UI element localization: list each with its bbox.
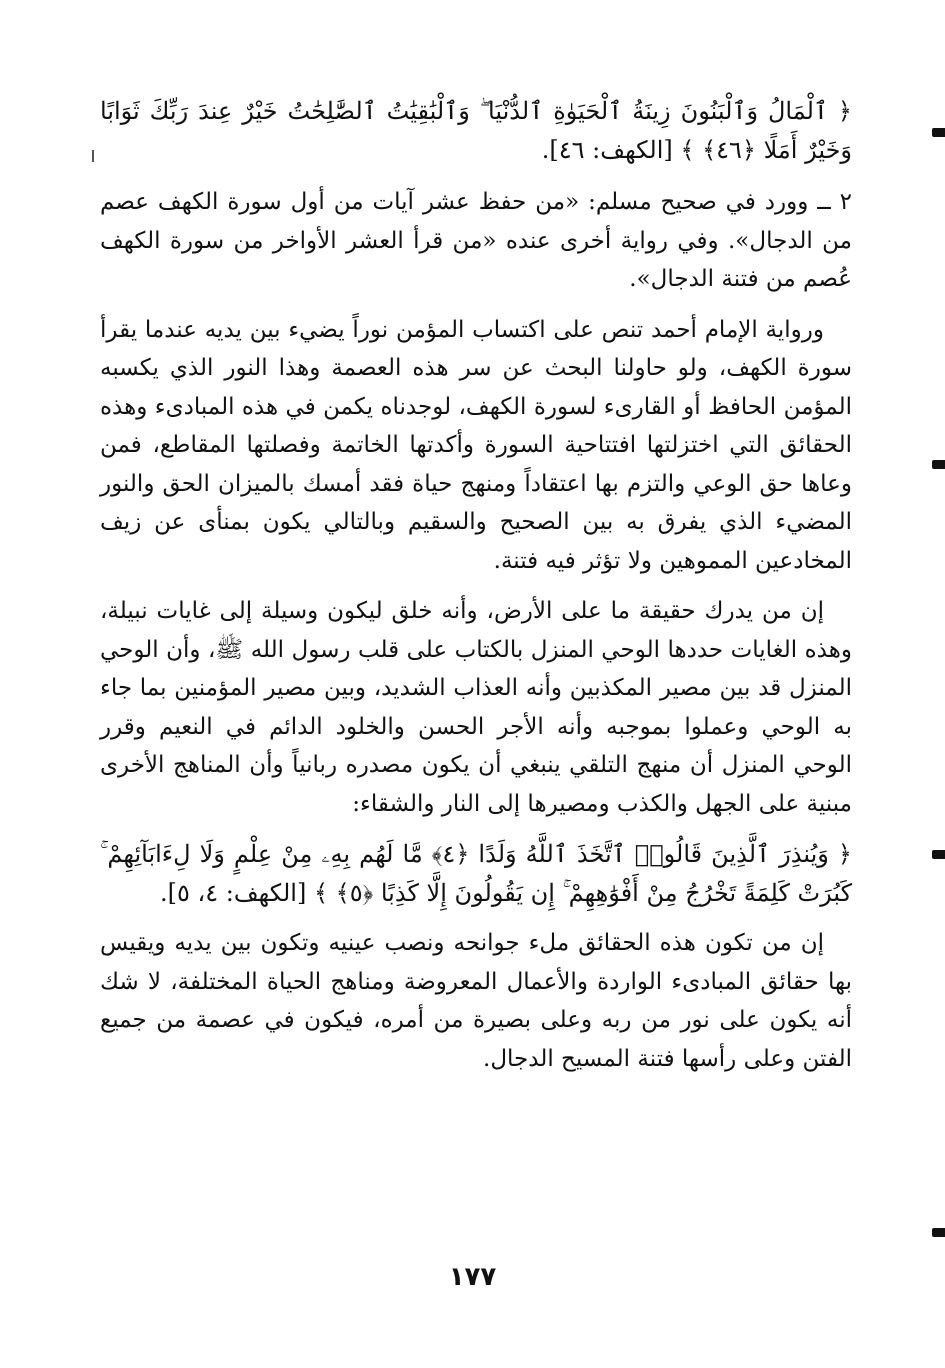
quran-verse-kahf-46: ﴿ ٱلْمَالُ وَٱلْبَنُونَ زِينَةُ ٱلْحَيَوٰةِ ٱلدُّنْيَا ۖ وَٱلْبَٰقِيَٰتُ ٱلصَّٰلِحَٰتُ خَيْرٌ عِندَ رَبِّكَ ثَوَابًا وَخَيْرٌ أَمَلًا ﴿٤٦﴾ ﴾ [الكهف: ٤٦]. bbox=[100, 97, 852, 164]
paragraph-imam-ahmad: ورواية الإمام أحمد تنص على اكتساب المؤمن نوراً يضيء بين يديه عندما يقرأ سورة الكهف، ولو حاولنا البحث عن سر هذه العصمة وهذا النور الذي يكسبه المؤمن الحافظ أو القارىء لسورة الكهف، لوجدناه يكمن في هذه المبادىء وهذه الحقائق التي اختزلتها افتتاحية السورة وأكدتها الخاتمة وفصلتها المقاطع، فمن وعاها حق الوعي والتزم بها اعتقاداً ومنهج حياة فقد أمسك بالميزان الحق والنور المضيء الذي يفرق به بين الصحيح والسقيم وبالتالي يكون بمنأى عن زيف المخادعين المموهين ولا تؤثر فيه فتنة. bbox=[100, 316, 852, 574]
margin-mark-icon bbox=[932, 850, 945, 859]
paragraph-reality: إن من يدرك حقيقة ما على الأرض، وأنه خلق ليكون وسيلة إلى غايات نبيلة، وهذه الغايات حددها الوحي المنزل بالكتاب على قلب رسول الله ﷺ، وأن الوحي المنزل قد بين مصير المكذبين وأنه العذاب الشديد، وبين مصير المؤمنين بما جاء به الوحي وعملوا بموجبه وأنه الأجر الحسن والخلود الدائم في النعيم وقرر الوحي المنزل أن منهج التلقي ينبغي أن يكون مصدره ربانياً وأن المناهج الأخرى مبنية على الجهل والكذب ومصيرها إلى النار والشقاء: bbox=[100, 598, 852, 817]
page-body bbox=[100, 92, 852, 1078]
margin-mark-icon bbox=[932, 128, 945, 137]
margin-mark-icon bbox=[932, 1228, 945, 1237]
paragraph-sahih-muslim: ٢ ــ وورد في صحيح مسلم: «من حفظ عشر آيات من أول سورة الكهف عصم من الدجال». وفي رواية أخرى عنده «من قرأ العشر الأواخر من سورة الكهف عُصم من فتنة الدجال». bbox=[100, 189, 852, 292]
paragraph-conclusion: إن من تكون هذه الحقائق ملء جوانحه ونصب عينيه وتكون بين يديه ويقيس بها حقائق المبادىء الواردة والأعمال المعروضة ومناهج الحياة المختلفة، لا شك أنه يكون على نور من ربه وعلى بصيرة من أمره، فيكون في عصمة من جميع الفتن وعلى رأسها فتنة المسيح الدجال. bbox=[100, 930, 852, 1072]
margin-mark-icon bbox=[932, 460, 945, 469]
scan-speck bbox=[92, 150, 94, 162]
page-number: ١٧٧ bbox=[448, 1262, 497, 1292]
quran-verse-kahf-4-5: ﴿ وَيُنذِرَ ٱلَّذِينَ قَالُوا۟ ٱتَّخَذَ ٱللَّهُ وَلَدًا ﴿٤﴾ مَّا لَهُم بِهِۦ مِنْ عِلْمٍ وَلَا لِءَابَآئِهِمْ ۚ كَبُرَتْ كَلِمَةً تَخْرُجُ مِنْ أَفْوَٰهِهِمْ ۚ إِن يَقُولُونَ إِلَّا كَذِبًا ﴿٥﴾ ﴾ [الكهف: ٤، ٥]. bbox=[100, 840, 852, 907]
